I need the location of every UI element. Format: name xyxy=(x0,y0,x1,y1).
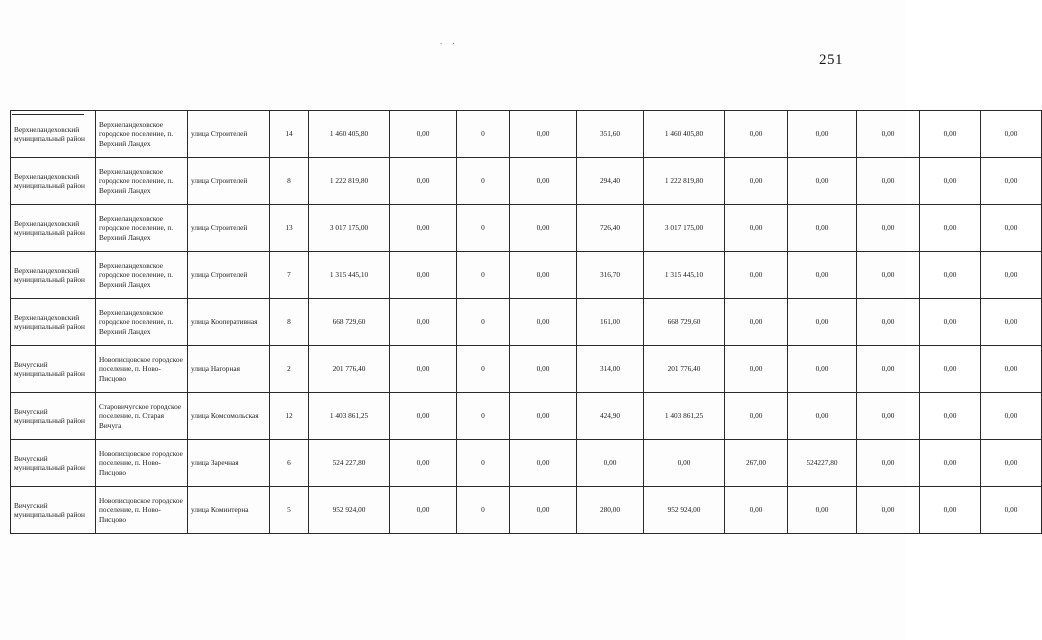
data-table xyxy=(10,110,1042,534)
cell-street: улица Коминтерна xyxy=(188,487,270,534)
cell-v3: 0,00 xyxy=(510,205,577,252)
cell-street: улица Строителей xyxy=(188,252,270,299)
cell-region: Верхнеландеховский муниципальный район xyxy=(11,252,96,299)
cell-sum2: 1 315 445,10 xyxy=(644,252,725,299)
cell-v2: 0 xyxy=(457,299,510,346)
cell-street: улица Строителей xyxy=(188,111,270,158)
cell-v9: 0,00 xyxy=(981,346,1042,393)
cell-v1: 0,00 xyxy=(390,299,457,346)
cell-street: улица Комсомольская xyxy=(188,393,270,440)
cell-house: 6 xyxy=(270,440,309,487)
cell-house: 14 xyxy=(270,111,309,158)
cell-v3: 0,00 xyxy=(510,111,577,158)
cell-v8: 0,00 xyxy=(920,252,981,299)
cell-v5: 0,00 xyxy=(725,158,788,205)
cell-v2: 0 xyxy=(457,158,510,205)
cell-v4: 280,00 xyxy=(577,487,644,534)
cell-v5: 0,00 xyxy=(725,205,788,252)
cell-v6: 0,00 xyxy=(788,158,857,205)
cell-house: 5 xyxy=(270,487,309,534)
cell-sum2: 3 017 175,00 xyxy=(644,205,725,252)
table-row xyxy=(11,205,1042,252)
cell-settlement: Верхнеландеховское городское поселение, п. Верхний Ландех xyxy=(96,111,188,158)
cell-v9: 0,00 xyxy=(981,299,1042,346)
cell-sum1: 524 227,80 xyxy=(309,440,390,487)
cell-sum1: 1 222 819,80 xyxy=(309,158,390,205)
cell-v4: 726,40 xyxy=(577,205,644,252)
cell-v5: 0,00 xyxy=(725,299,788,346)
cell-street: улица Нагорная xyxy=(188,346,270,393)
table-body xyxy=(11,111,1042,534)
table-row xyxy=(11,111,1042,158)
cell-v3: 0,00 xyxy=(510,346,577,393)
cell-region: Вичугский муниципальный район xyxy=(11,440,96,487)
cell-settlement: Верхнеландеховское городское поселение, п. Верхний Ландех xyxy=(96,158,188,205)
table-row xyxy=(11,487,1042,534)
cell-street: улица Строителей xyxy=(188,205,270,252)
cell-v5: 0,00 xyxy=(725,393,788,440)
cell-v4: 161,00 xyxy=(577,299,644,346)
cell-settlement: Новописцовское городское поселение, п. Ново-Писцово xyxy=(96,440,188,487)
cell-v2: 0 xyxy=(457,205,510,252)
cell-v4: 424,90 xyxy=(577,393,644,440)
cell-v6: 0,00 xyxy=(788,252,857,299)
cell-v3: 0,00 xyxy=(510,252,577,299)
cell-v1: 0,00 xyxy=(390,158,457,205)
cell-v6: 0,00 xyxy=(788,299,857,346)
cell-v6: 0,00 xyxy=(788,205,857,252)
table-row xyxy=(11,346,1042,393)
cell-v7: 0,00 xyxy=(857,158,920,205)
cell-v2: 0 xyxy=(457,252,510,299)
cell-region: Верхнеландеховский муниципальный район xyxy=(11,299,96,346)
cell-v4: 316,70 xyxy=(577,252,644,299)
cell-v9: 0,00 xyxy=(981,252,1042,299)
cell-v7: 0,00 xyxy=(857,299,920,346)
cell-v8: 0,00 xyxy=(920,299,981,346)
cell-v9: 0,00 xyxy=(981,440,1042,487)
cell-settlement: Верхнеландеховское городское поселение, п. Верхний Ландех xyxy=(96,205,188,252)
cell-v2: 0 xyxy=(457,393,510,440)
cell-v1: 0,00 xyxy=(390,393,457,440)
page-number: 251 xyxy=(819,52,843,68)
table-row xyxy=(11,440,1042,487)
cell-v2: 0 xyxy=(457,487,510,534)
cell-v7: 0,00 xyxy=(857,487,920,534)
cell-sum2: 1 403 861,25 xyxy=(644,393,725,440)
cell-v3: 0,00 xyxy=(510,299,577,346)
cell-settlement: Верхнеландеховское городское поселение, п. Верхний Ландех xyxy=(96,252,188,299)
cell-sum2: 668 729,60 xyxy=(644,299,725,346)
cell-v6: 0,00 xyxy=(788,346,857,393)
scan-artifact-line xyxy=(12,114,84,115)
cell-v3: 0,00 xyxy=(510,158,577,205)
cell-settlement: Верхнеландеховское городское поселение, п. Верхний Ландех xyxy=(96,299,188,346)
cell-v2: 0 xyxy=(457,440,510,487)
cell-house: 12 xyxy=(270,393,309,440)
cell-street: улица Заречная xyxy=(188,440,270,487)
cell-region: Верхнеландеховский муниципальный район xyxy=(11,158,96,205)
cell-v8: 0,00 xyxy=(920,111,981,158)
cell-sum1: 952 924,00 xyxy=(309,487,390,534)
cell-house: 13 xyxy=(270,205,309,252)
cell-v7: 0,00 xyxy=(857,346,920,393)
cell-v5: 0,00 xyxy=(725,487,788,534)
cell-v9: 0,00 xyxy=(981,205,1042,252)
cell-v1: 0,00 xyxy=(390,205,457,252)
cell-v7: 0,00 xyxy=(857,205,920,252)
cell-house: 8 xyxy=(270,299,309,346)
cell-region: Верхнеландеховский муниципальный район xyxy=(11,111,96,158)
cell-v7: 0,00 xyxy=(857,111,920,158)
cell-sum1: 1 403 861,25 xyxy=(309,393,390,440)
cell-v1: 0,00 xyxy=(390,346,457,393)
cell-v9: 0,00 xyxy=(981,487,1042,534)
cell-v6: 524227,80 xyxy=(788,440,857,487)
cell-v5: 267,00 xyxy=(725,440,788,487)
data-table-container xyxy=(10,110,1018,534)
cell-v8: 0,00 xyxy=(920,346,981,393)
cell-v8: 0,00 xyxy=(920,205,981,252)
cell-v6: 0,00 xyxy=(788,111,857,158)
cell-v3: 0,00 xyxy=(510,393,577,440)
cell-v4: 294,40 xyxy=(577,158,644,205)
cell-v3: 0,00 xyxy=(510,487,577,534)
cell-v4: 314,00 xyxy=(577,346,644,393)
cell-v5: 0,00 xyxy=(725,111,788,158)
cell-sum1: 668 729,60 xyxy=(309,299,390,346)
cell-settlement: Новописцовское городское поселение, п. Ново-Писцово xyxy=(96,487,188,534)
cell-sum2: 1 222 819,80 xyxy=(644,158,725,205)
cell-sum1: 201 776,40 xyxy=(309,346,390,393)
cell-v6: 0,00 xyxy=(788,393,857,440)
cell-v2: 0 xyxy=(457,346,510,393)
cell-v8: 0,00 xyxy=(920,440,981,487)
cell-sum2: 0,00 xyxy=(644,440,725,487)
scan-artifact-dots: . . xyxy=(440,36,459,46)
cell-v9: 0,00 xyxy=(981,158,1042,205)
cell-region: Верхнеландеховский муниципальный район xyxy=(11,205,96,252)
cell-v1: 0,00 xyxy=(390,111,457,158)
cell-sum2: 1 460 405,80 xyxy=(644,111,725,158)
cell-v9: 0,00 xyxy=(981,393,1042,440)
cell-house: 2 xyxy=(270,346,309,393)
cell-sum1: 1 315 445,10 xyxy=(309,252,390,299)
cell-v7: 0,00 xyxy=(857,440,920,487)
cell-sum1: 1 460 405,80 xyxy=(309,111,390,158)
cell-v5: 0,00 xyxy=(725,346,788,393)
cell-settlement: Новописцовское городское поселение, п. Ново-Писцово xyxy=(96,346,188,393)
cell-v5: 0,00 xyxy=(725,252,788,299)
cell-v8: 0,00 xyxy=(920,487,981,534)
cell-region: Вичугский муниципальный район xyxy=(11,487,96,534)
cell-v1: 0,00 xyxy=(390,487,457,534)
cell-sum2: 201 776,40 xyxy=(644,346,725,393)
cell-region: Вичугский муниципальный район xyxy=(11,393,96,440)
cell-region: Вичугский муниципальный район xyxy=(11,346,96,393)
cell-v7: 0,00 xyxy=(857,393,920,440)
cell-v7: 0,00 xyxy=(857,252,920,299)
cell-sum2: 952 924,00 xyxy=(644,487,725,534)
table-row xyxy=(11,158,1042,205)
cell-house: 7 xyxy=(270,252,309,299)
cell-settlement: Старовичугское городское поселение, п. Старая Вичуга xyxy=(96,393,188,440)
cell-v8: 0,00 xyxy=(920,393,981,440)
cell-street: улица Кооперативная xyxy=(188,299,270,346)
cell-v9: 0,00 xyxy=(981,111,1042,158)
cell-v4: 351,60 xyxy=(577,111,644,158)
cell-sum1: 3 017 175,00 xyxy=(309,205,390,252)
cell-street: улица Строителей xyxy=(188,158,270,205)
cell-v8: 0,00 xyxy=(920,158,981,205)
cell-v3: 0,00 xyxy=(510,440,577,487)
cell-v1: 0,00 xyxy=(390,252,457,299)
table-row xyxy=(11,252,1042,299)
cell-v6: 0,00 xyxy=(788,487,857,534)
cell-v1: 0,00 xyxy=(390,440,457,487)
cell-v2: 0 xyxy=(457,111,510,158)
cell-house: 8 xyxy=(270,158,309,205)
cell-v4: 0,00 xyxy=(577,440,644,487)
table-row xyxy=(11,393,1042,440)
table-row xyxy=(11,299,1042,346)
